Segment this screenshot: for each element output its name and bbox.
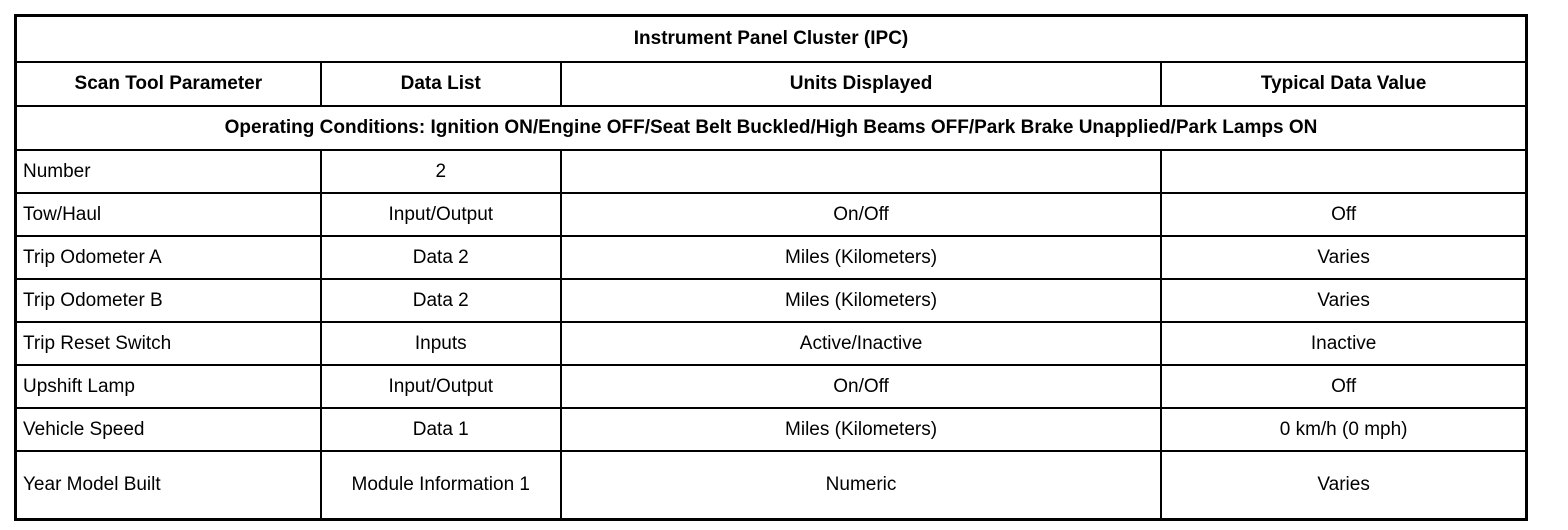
column-header-scan-tool-parameter: Scan Tool Parameter <box>16 62 321 106</box>
cell-data-list: Inputs <box>321 322 561 365</box>
cell-data-list: Data 1 <box>321 408 561 451</box>
table-row <box>16 150 1527 193</box>
cell-units: On/Off <box>561 365 1161 408</box>
cell-data-list: Data 2 <box>321 279 561 322</box>
cell-parameter: Trip Odometer B <box>16 279 321 322</box>
operating-conditions-text: Operating Conditions: Ignition ON/Engine OFF/Seat Belt Buckled/High Beams OFF/Park Brake Unapplied/Park Lamps ON <box>16 106 1527 150</box>
cell-units: Numeric <box>561 451 1161 520</box>
column-header-units-displayed: Units Displayed <box>561 62 1161 106</box>
cell-parameter: Upshift Lamp <box>16 365 321 408</box>
cell-data-list: Data 2 <box>321 236 561 279</box>
table-header-row <box>16 62 1527 106</box>
cell-parameter: Vehicle Speed <box>16 408 321 451</box>
cell-data-list: Input/Output <box>321 365 561 408</box>
column-header-typical-data-value: Typical Data Value <box>1161 62 1526 106</box>
cell-units: Miles (Kilometers) <box>561 408 1161 451</box>
cell-typical-value: Varies <box>1161 451 1526 520</box>
cell-parameter: Trip Reset Switch <box>16 322 321 365</box>
table-row <box>16 236 1527 279</box>
table-row <box>16 322 1527 365</box>
cell-units: Miles (Kilometers) <box>561 236 1161 279</box>
cell-typical-value: Off <box>1161 365 1526 408</box>
operating-conditions-row <box>16 106 1527 150</box>
cell-typical-value: Inactive <box>1161 322 1526 365</box>
table-title: Instrument Panel Cluster (IPC) <box>16 16 1527 63</box>
ipc-scan-tool-parameter-table <box>14 14 1528 521</box>
cell-data-list: Module Information 1 <box>321 451 561 520</box>
table-row <box>16 193 1527 236</box>
table-title-row <box>16 16 1527 63</box>
cell-parameter: Year Model Built <box>16 451 321 520</box>
cell-typical-value <box>1161 150 1526 193</box>
cell-typical-value: Varies <box>1161 236 1526 279</box>
cell-typical-value: Off <box>1161 193 1526 236</box>
table-row <box>16 451 1527 520</box>
cell-data-list: Input/Output <box>321 193 561 236</box>
cell-units: On/Off <box>561 193 1161 236</box>
table-row <box>16 365 1527 408</box>
cell-units <box>561 150 1161 193</box>
column-header-data-list: Data List <box>321 62 561 106</box>
cell-typical-value: Varies <box>1161 279 1526 322</box>
table-row <box>16 279 1527 322</box>
cell-typical-value: 0 km/h (0 mph) <box>1161 408 1526 451</box>
cell-units: Miles (Kilometers) <box>561 279 1161 322</box>
cell-units: Active/Inactive <box>561 322 1161 365</box>
cell-parameter: Tow/Haul <box>16 193 321 236</box>
table-row <box>16 408 1527 451</box>
cell-parameter: Number <box>16 150 321 193</box>
cell-parameter: Trip Odometer A <box>16 236 321 279</box>
cell-data-list: 2 <box>321 150 561 193</box>
